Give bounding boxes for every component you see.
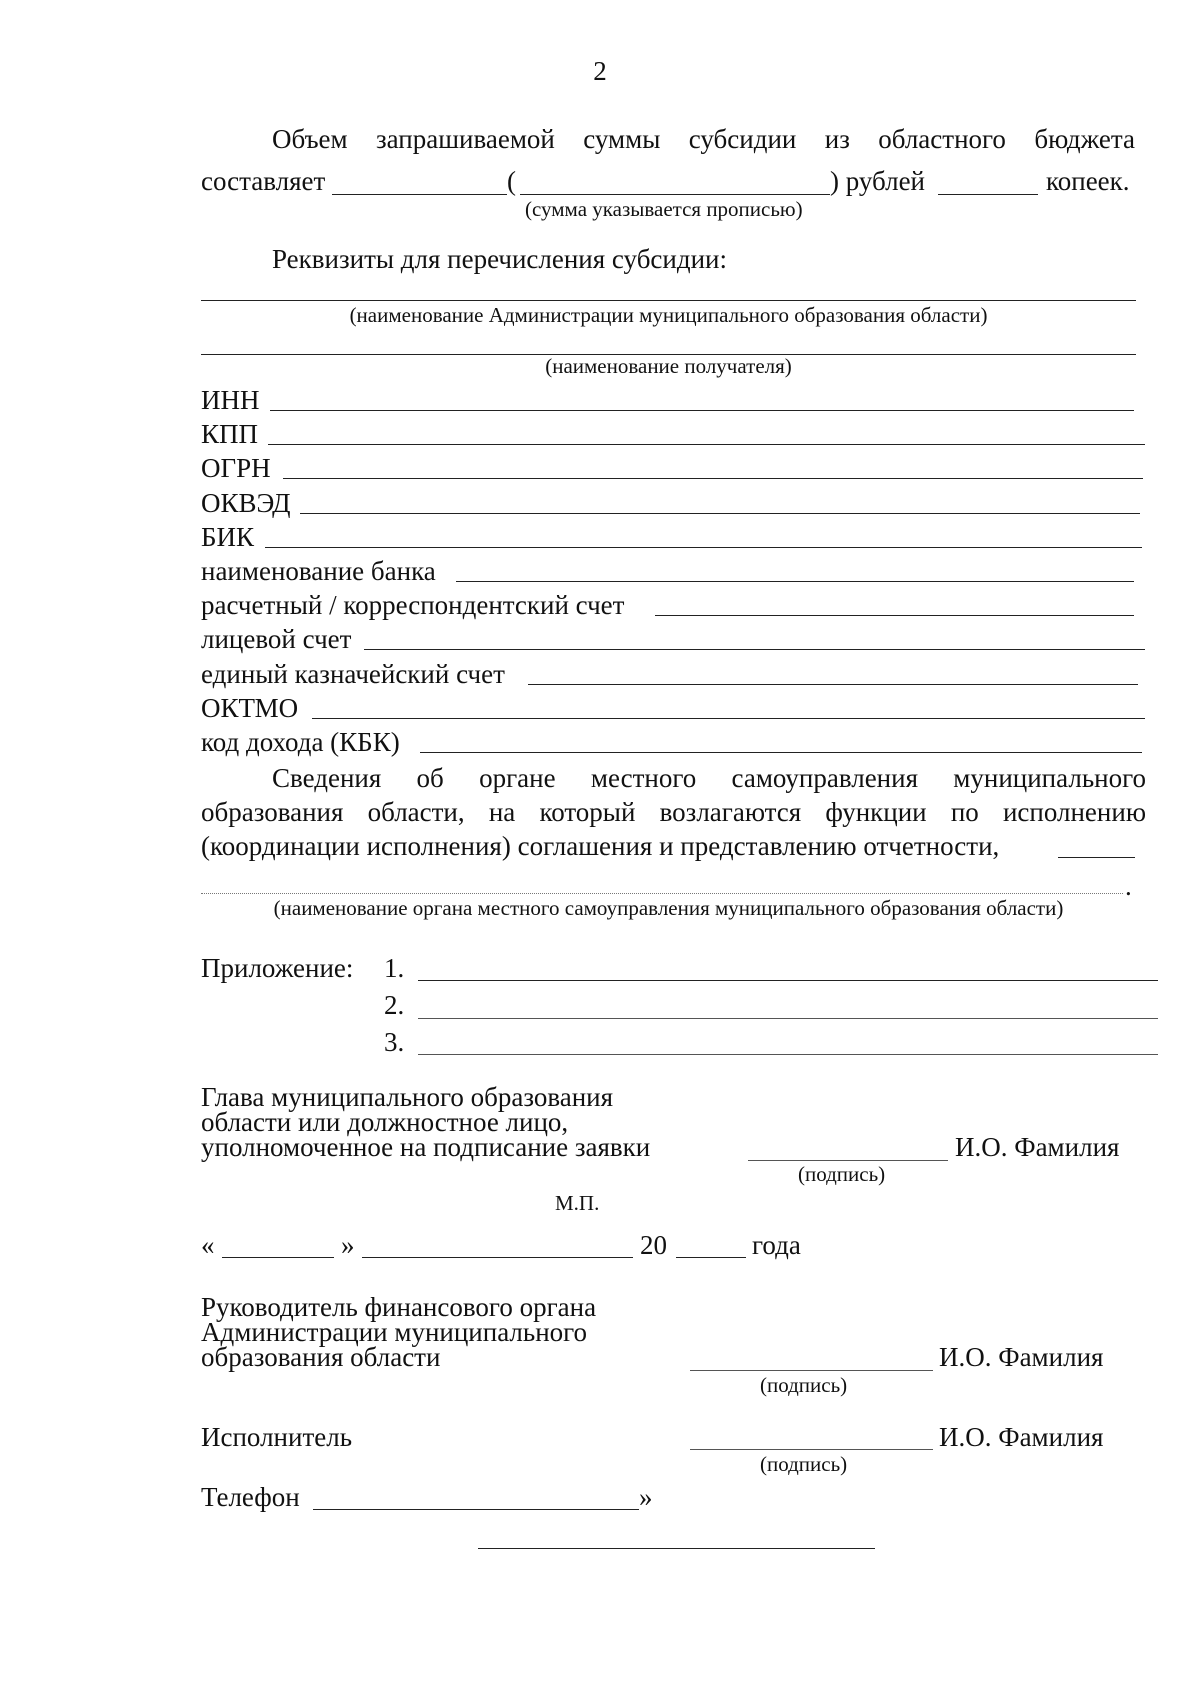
finance-title-line-3: образования области	[201, 1342, 441, 1372]
authority-line-1: Сведения об органе местного самоуправления муниципального	[272, 763, 1146, 793]
field-line-treasury-account[interactable]	[528, 684, 1138, 685]
field-line-bank-name[interactable]	[456, 581, 1134, 582]
authority-line-2: образования области, на который возлагаются функции по исполнению	[201, 797, 1146, 827]
date-year-line[interactable]	[676, 1257, 746, 1258]
head-title-line-3: уполномоченное на подписание заявки	[201, 1132, 651, 1162]
subsidy-amount-hint: (сумма указывается прописью)	[525, 197, 803, 221]
appendix-item-2-number: 2.	[384, 990, 405, 1020]
finance-title-line-2: Администрации муниципального	[201, 1317, 588, 1347]
field-line-settlement-account[interactable]	[655, 615, 1134, 616]
date-open-quote: «	[201, 1230, 215, 1260]
subsidy-kopecks-line[interactable]	[938, 194, 1038, 195]
appendix-label: Приложение:	[201, 953, 354, 983]
field-line-kbk[interactable]	[420, 752, 1142, 753]
field-line-ogrn[interactable]	[283, 478, 1143, 479]
phone-line[interactable]	[313, 1509, 639, 1510]
requisites-title: Реквизиты для перечисления субсидии:	[272, 244, 728, 274]
field-label-kpp: КПП	[201, 419, 259, 449]
finance-signature-line[interactable]	[690, 1370, 933, 1371]
field-line-oktmo[interactable]	[312, 718, 1145, 719]
appendix-item-3-number: 3.	[384, 1027, 405, 1057]
appendix-item-3-line[interactable]	[418, 1054, 1158, 1055]
subsidy-amount-words-line[interactable]	[520, 194, 830, 195]
executor-signature-line[interactable]	[690, 1449, 933, 1450]
subsidy-amount-number-line[interactable]	[332, 194, 507, 195]
field-line-inn[interactable]	[270, 410, 1134, 411]
field-label-personal-account: лицевой счет	[201, 624, 352, 654]
subsidy-kopecks-label: копеек.	[1046, 166, 1130, 196]
field-line-kpp[interactable]	[268, 444, 1145, 445]
date-year-prefix: 20	[640, 1230, 667, 1260]
subsidy-paren-open: (	[507, 166, 516, 196]
authority-name-hint: (наименование органа местного самоуправления муниципального образования области)	[273, 896, 1064, 920]
page-number: 2	[593, 56, 607, 86]
executor-label: Исполнитель	[201, 1422, 353, 1452]
appendix-item-1-number: 1.	[384, 953, 405, 983]
date-day-line[interactable]	[222, 1257, 334, 1258]
authority-line-3: (координации исполнения) соглашения и представлению отчетности,	[201, 831, 1000, 861]
authority-name-line[interactable]	[201, 893, 1123, 894]
admin-name-hint: (наименование Администрации муниципального образования области)	[349, 303, 988, 327]
field-label-settlement-account: расчетный / корреспондентский счет	[201, 590, 625, 620]
subsidy-amount-lead: составляет	[201, 166, 326, 196]
field-label-inn: ИНН	[201, 385, 260, 415]
field-label-bank-name: наименование банка	[201, 556, 436, 586]
field-label-kbk: код дохода (КБК)	[201, 727, 400, 757]
finance-signatory-name: И.О. Фамилия	[939, 1342, 1104, 1372]
subsidy-intro: Объем запрашиваемой суммы субсидии из областного бюджета	[272, 124, 1135, 154]
closing-rule	[478, 1548, 875, 1549]
field-line-personal-account[interactable]	[364, 649, 1145, 650]
date-year-suffix: года	[752, 1230, 801, 1260]
finance-signature-hint: (подпись)	[760, 1373, 848, 1397]
date-month-line[interactable]	[362, 1257, 633, 1258]
appendix-item-1-line[interactable]	[418, 980, 1158, 981]
stamp-placeholder: М.П.	[555, 1191, 600, 1215]
executor-signature-hint: (подпись)	[760, 1452, 848, 1476]
head-signatory-name: И.О. Фамилия	[955, 1132, 1120, 1162]
field-label-bik: БИК	[201, 522, 255, 552]
head-title-line-2: области или должностное лицо,	[201, 1107, 569, 1137]
subsidy-rubles-label: ) рублей	[830, 166, 926, 196]
field-line-okved[interactable]	[300, 513, 1140, 514]
appendix-item-2-line[interactable]	[418, 1018, 1158, 1019]
head-signature-hint: (подпись)	[798, 1162, 886, 1186]
finance-title-line-1: Руководитель финансового органа	[201, 1292, 597, 1322]
head-title-line-1: Глава муниципального образования	[201, 1082, 614, 1112]
head-signature-line[interactable]	[748, 1160, 948, 1161]
executor-name: И.О. Фамилия	[939, 1422, 1104, 1452]
phone-label: Телефон	[201, 1482, 300, 1512]
field-line-bik[interactable]	[265, 547, 1142, 548]
authority-end-mark: .	[1125, 871, 1132, 901]
phone-close-quote: »	[639, 1482, 653, 1512]
date-close-quote: »	[341, 1230, 355, 1260]
admin-name-line[interactable]	[201, 300, 1136, 301]
field-label-oktmo: ОКТМО	[201, 693, 299, 723]
field-label-okved: ОКВЭД	[201, 488, 291, 518]
field-label-ogrn: ОГРН	[201, 453, 271, 483]
field-label-treasury-account: единый казначейский счет	[201, 659, 505, 689]
recipient-name-hint: (наименование получателя)	[545, 354, 792, 378]
authority-tail-line[interactable]	[1058, 857, 1135, 858]
